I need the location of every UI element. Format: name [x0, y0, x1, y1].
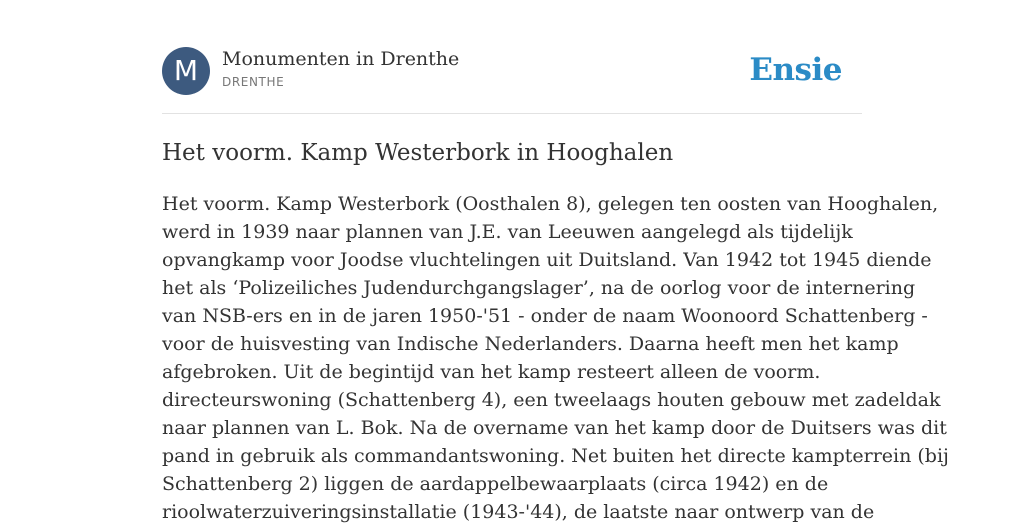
collection-subtitle[interactable]: DRENTHE [222, 75, 285, 89]
collection-avatar[interactable]: M [162, 47, 210, 95]
article-card [162, 0, 949, 523]
body-line: Het voorm. Kamp Westerbork (Oosthalen 8), gelegen ten oosten van Hooghalen, [162, 193, 939, 215]
body-line: voor de huisvesting van Indische Nederlanders. Daarna heeft men het kamp [162, 333, 899, 355]
body-line: opvangkamp voor Joodse vluchtelingen uit Duitsland. Van 1942 tot 1945 diende [162, 249, 932, 271]
article-body [162, 190, 949, 526]
body-line: rioolwaterzuiveringsinstallatie (1943-'44), de laatste naar ontwerp van de [162, 501, 875, 523]
body-line: directeurswoning (Schattenberg 4), een tweelaags houten gebouw met zadeldak [162, 389, 941, 411]
body-line: pand in gebruik als commandantswoning. Net buiten het directe kampterrein (bij [162, 445, 949, 467]
body-line: naar plannen van L. Bok. Na de overname van het kamp door de Duitsers was dit [162, 417, 947, 439]
body-line: werd in 1939 naar plannen van J.E. van Leeuwen aangelegd als tijdelijk [162, 221, 853, 243]
article-title: Het voorm. Kamp Westerbork in Hooghalen [162, 140, 674, 166]
body-line: Schattenberg 2) liggen de aardappelbewaarplaats (circa 1942) en de [162, 473, 829, 495]
collection-header [162, 47, 862, 114]
body-line: het als ‘Polizeiliches Judendurchgangslager’, na de oorlog voor de internering [162, 277, 916, 299]
body-line: van NSB-ers en in de jaren 1950-'51 - onder de naam Woonoord Schattenberg - [162, 305, 928, 327]
body-line: afgebroken. Uit de begintijd van het kamp resteert alleen de voorm. [162, 361, 821, 383]
ensie-logo[interactable]: Ensie [749, 52, 842, 88]
collection-title[interactable]: Monumenten in Drenthe [222, 48, 460, 70]
